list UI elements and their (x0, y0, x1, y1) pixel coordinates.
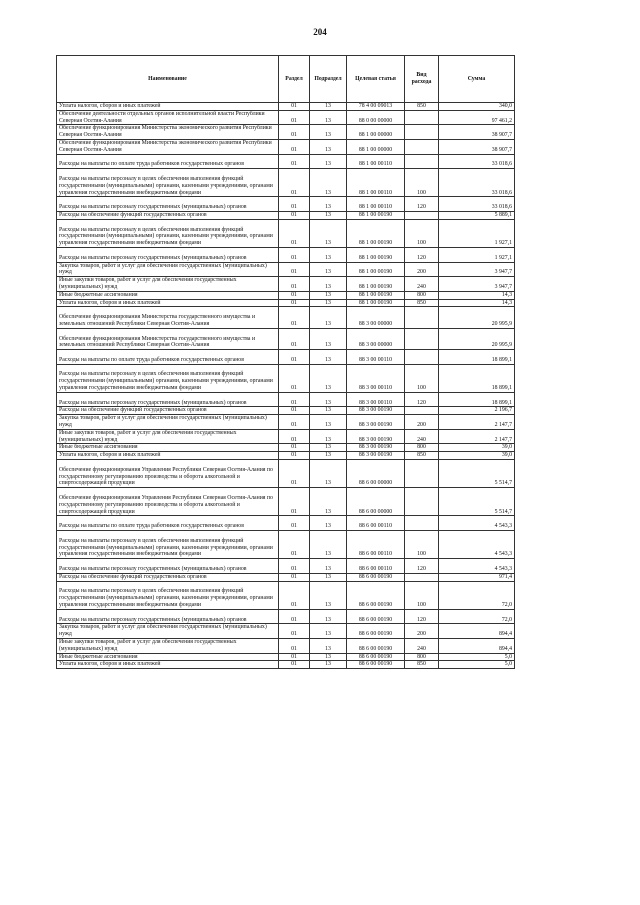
table-row (57, 429, 515, 444)
table-row (57, 103, 515, 111)
table-row (57, 211, 515, 219)
row-name: Расходы на выплаты персоналу в целях обеспечения выполнения функций государственными (муниципальными) органами, казенными учреждениями, органами управления государственными внебюджетными фондами (57, 364, 279, 392)
row-expense-type: 800 (405, 291, 439, 299)
row-target-article: 88 1 00 00190 (347, 262, 405, 277)
table-row (57, 653, 515, 661)
row-name: Расходы на выплаты персоналу в целях обеспечения выполнения функций государственными (муниципальными) органами, казенными учреждениями, органами управления государственными внебюджетными фондами (57, 219, 279, 247)
table-row (57, 581, 515, 609)
row-expense-type: 200 (405, 262, 439, 277)
table-row (57, 488, 515, 516)
row-target-article: 88 3 00 00190 (347, 452, 405, 460)
header-expense-type: Вид расхода (405, 56, 439, 103)
row-expense-type (405, 516, 439, 531)
row-target-article: 88 6 00 00000 (347, 488, 405, 516)
row-name: Расходы на выплаты персоналу государственных (муниципальных) органов (57, 247, 279, 262)
row-name: Расходы на обеспечение функций государственных органов (57, 407, 279, 415)
row-sum: 2 147,7 (439, 429, 515, 444)
row-sum: 72,0 (439, 581, 515, 609)
row-expense-type: 200 (405, 415, 439, 430)
row-sum: 894,4 (439, 638, 515, 653)
row-name: Обеспечение деятельности отдельных органов исполнительной власти Республики Северная Осетия-Алания (57, 110, 279, 125)
row-expense-type (405, 211, 439, 219)
row-expense-type: 120 (405, 197, 439, 212)
row-name: Расходы на выплаты по оплате труда работников государственных органов (57, 516, 279, 531)
budget-table (56, 55, 515, 669)
row-expense-type: 800 (405, 444, 439, 452)
row-razdel: 01 (279, 531, 310, 559)
row-target-article: 88 3 00 00190 (347, 407, 405, 415)
row-target-article: 88 1 00 00190 (347, 247, 405, 262)
row-target-article: 88 1 00 00190 (347, 299, 405, 307)
table-row (57, 169, 515, 197)
table-row (57, 573, 515, 581)
row-razdel: 01 (279, 247, 310, 262)
row-razdel: 01 (279, 573, 310, 581)
row-expense-type: 800 (405, 653, 439, 661)
row-target-article: 88 6 00 00190 (347, 638, 405, 653)
row-target-article: 88 0 00 00000 (347, 110, 405, 125)
header-podrazdel: Подраздел (310, 56, 347, 103)
table-row (57, 444, 515, 452)
row-target-article: 88 6 00 00190 (347, 661, 405, 669)
table-row (57, 350, 515, 365)
row-razdel: 01 (279, 154, 310, 169)
row-sum: 33 018,6 (439, 197, 515, 212)
row-target-article: 88 3 00 00000 (347, 307, 405, 328)
row-target-article: 88 1 00 00110 (347, 154, 405, 169)
row-expense-type: 240 (405, 429, 439, 444)
row-podrazdel: 13 (310, 262, 347, 277)
table-row (57, 609, 515, 624)
row-podrazdel: 13 (310, 154, 347, 169)
row-sum: 2 196,7 (439, 407, 515, 415)
table-row (57, 661, 515, 669)
row-expense-type (405, 125, 439, 140)
row-target-article: 88 1 00 00110 (347, 169, 405, 197)
table-row (57, 247, 515, 262)
row-target-article: 88 1 00 00190 (347, 211, 405, 219)
row-sum: 18 899,1 (439, 350, 515, 365)
header-sum: Сумма (439, 56, 515, 103)
row-name: Иные бюджетные ассигнования (57, 444, 279, 452)
row-name: Уплата налогов, сборов и иных платежей (57, 661, 279, 669)
row-podrazdel: 13 (310, 488, 347, 516)
row-target-article: 88 6 00 00110 (347, 516, 405, 531)
row-sum: 5,0 (439, 661, 515, 669)
row-razdel: 01 (279, 609, 310, 624)
table-row (57, 392, 515, 407)
row-target-article: 88 6 00 00190 (347, 653, 405, 661)
row-sum: 3 947,7 (439, 277, 515, 292)
row-podrazdel: 13 (310, 392, 347, 407)
row-name: Расходы на выплаты по оплате труда работников государственных органов (57, 350, 279, 365)
row-name: Уплата налогов, сборов и иных платежей (57, 452, 279, 460)
table-row (57, 624, 515, 639)
row-target-article: 78 4 00 09013 (347, 103, 405, 111)
table-row (57, 415, 515, 430)
row-sum: 33 018,6 (439, 169, 515, 197)
row-razdel: 01 (279, 103, 310, 111)
row-name: Обеспечение функционирования Управления Республики Северная Осетия-Алания по государственному регулированию производства и оборота алкогольной и спиртосодержащей продукции (57, 460, 279, 488)
row-podrazdel: 13 (310, 407, 347, 415)
row-target-article: 88 1 00 00190 (347, 219, 405, 247)
table-row (57, 262, 515, 277)
row-name: Уплата налогов, сборов и иных платежей (57, 299, 279, 307)
row-name: Обеспечение функционирования Министерства государственного имущества и земельных отношений Республики Северная Осетия-Алания (57, 307, 279, 328)
row-podrazdel: 13 (310, 291, 347, 299)
row-target-article: 88 1 00 00110 (347, 197, 405, 212)
row-razdel: 01 (279, 364, 310, 392)
row-target-article: 88 1 00 00000 (347, 139, 405, 154)
table-row (57, 291, 515, 299)
row-podrazdel: 13 (310, 452, 347, 460)
row-sum: 38 907,7 (439, 139, 515, 154)
row-expense-type (405, 350, 439, 365)
row-target-article: 88 6 00 00190 (347, 581, 405, 609)
row-expense-type (405, 460, 439, 488)
row-expense-type (405, 407, 439, 415)
row-razdel: 01 (279, 452, 310, 460)
table-row (57, 219, 515, 247)
row-target-article: 88 3 00 00110 (347, 392, 405, 407)
row-expense-type (405, 139, 439, 154)
table-row (57, 452, 515, 460)
row-sum: 39,0 (439, 452, 515, 460)
row-name: Расходы на выплаты персоналу государственных (муниципальных) органов (57, 559, 279, 574)
row-target-article: 88 1 00 00000 (347, 125, 405, 140)
row-sum: 72,0 (439, 609, 515, 624)
row-sum: 4 543,3 (439, 559, 515, 574)
row-expense-type: 240 (405, 277, 439, 292)
row-name: Иные бюджетные ассигнования (57, 653, 279, 661)
row-expense-type: 100 (405, 581, 439, 609)
row-razdel: 01 (279, 559, 310, 574)
row-razdel: 01 (279, 139, 310, 154)
row-sum: 18 899,1 (439, 364, 515, 392)
row-target-article: 88 3 00 00110 (347, 364, 405, 392)
row-expense-type: 120 (405, 609, 439, 624)
row-name: Обеспечение функционирования Министерства государственного имущества и земельных отношений Республики Северная Осетия-Алания (57, 328, 279, 349)
table-row (57, 638, 515, 653)
row-podrazdel: 13 (310, 197, 347, 212)
table-row (57, 364, 515, 392)
row-target-article: 88 3 00 00190 (347, 444, 405, 452)
row-podrazdel: 13 (310, 531, 347, 559)
row-razdel: 01 (279, 516, 310, 531)
row-name: Расходы на выплаты персоналу государственных (муниципальных) органов (57, 392, 279, 407)
row-target-article: 88 6 00 00190 (347, 624, 405, 639)
row-podrazdel: 13 (310, 364, 347, 392)
row-sum: 39,0 (439, 444, 515, 452)
row-razdel: 01 (279, 638, 310, 653)
row-expense-type: 100 (405, 531, 439, 559)
row-podrazdel: 13 (310, 103, 347, 111)
row-sum: 5 514,7 (439, 460, 515, 488)
row-target-article: 88 6 00 00190 (347, 609, 405, 624)
row-podrazdel: 13 (310, 110, 347, 125)
row-sum: 97 461,2 (439, 110, 515, 125)
row-podrazdel: 13 (310, 559, 347, 574)
row-expense-type (405, 328, 439, 349)
table-row (57, 307, 515, 328)
row-expense-type: 100 (405, 364, 439, 392)
row-podrazdel: 13 (310, 624, 347, 639)
row-razdel: 01 (279, 299, 310, 307)
row-target-article: 88 3 00 00190 (347, 429, 405, 444)
row-podrazdel: 13 (310, 125, 347, 140)
row-expense-type: 850 (405, 661, 439, 669)
row-sum: 5 514,7 (439, 488, 515, 516)
row-name: Закупка товаров, работ и услуг для обеспечения государственных (муниципальных) нужд (57, 624, 279, 639)
row-sum: 3 947,7 (439, 262, 515, 277)
row-razdel: 01 (279, 415, 310, 430)
row-sum: 18 899,1 (439, 392, 515, 407)
row-name: Расходы на выплаты персоналу государственных (муниципальных) органов (57, 609, 279, 624)
row-name: Обеспечение функционирования Министерства экономического развития Республики Северная Осетия-Алания (57, 139, 279, 154)
row-razdel: 01 (279, 661, 310, 669)
row-razdel: 01 (279, 460, 310, 488)
row-razdel: 01 (279, 125, 310, 140)
row-expense-type: 100 (405, 219, 439, 247)
row-podrazdel: 13 (310, 573, 347, 581)
row-podrazdel: 13 (310, 307, 347, 328)
row-name: Расходы на выплаты персоналу в целях обеспечения выполнения функций государственными (муниципальными) органами, казенными учреждениями, органами управления государственными внебюджетными фондами (57, 581, 279, 609)
row-razdel: 01 (279, 307, 310, 328)
table-row (57, 559, 515, 574)
row-name: Расходы на выплаты персоналу в целях обеспечения выполнения функций государственными (муниципальными) органами, казенными учреждениями, органами управления государственными внебюджетными фондами (57, 531, 279, 559)
row-target-article: 88 1 00 00190 (347, 291, 405, 299)
row-name: Закупка товаров, работ и услуг для обеспечения государственных (муниципальных) нужд (57, 415, 279, 430)
table-row (57, 516, 515, 531)
row-podrazdel: 13 (310, 460, 347, 488)
row-razdel: 01 (279, 328, 310, 349)
row-name: Иные закупки товаров, работ и услуг для обеспечения государственных (муниципальных) нужд (57, 638, 279, 653)
row-sum: 4 543,3 (439, 516, 515, 531)
row-name: Расходы на обеспечение функций государственных органов (57, 573, 279, 581)
row-expense-type: 850 (405, 452, 439, 460)
row-podrazdel: 13 (310, 415, 347, 430)
row-target-article: 88 6 00 00110 (347, 531, 405, 559)
row-sum: 20 995,9 (439, 307, 515, 328)
table-row (57, 407, 515, 415)
header-name: Наименование (57, 56, 279, 103)
row-expense-type: 120 (405, 247, 439, 262)
row-sum: 1 927,1 (439, 247, 515, 262)
row-target-article: 88 1 00 00190 (347, 277, 405, 292)
row-razdel: 01 (279, 392, 310, 407)
row-name: Расходы на выплаты по оплате труда работников государственных органов (57, 154, 279, 169)
row-sum: 2 147,7 (439, 415, 515, 430)
page-number: 204 (313, 27, 327, 37)
row-razdel: 01 (279, 653, 310, 661)
row-expense-type: 240 (405, 638, 439, 653)
row-podrazdel: 13 (310, 638, 347, 653)
row-expense-type: 850 (405, 103, 439, 111)
table-row (57, 154, 515, 169)
row-sum: 5,0 (439, 653, 515, 661)
row-sum: 971,4 (439, 573, 515, 581)
row-razdel: 01 (279, 211, 310, 219)
row-target-article: 88 6 00 00190 (347, 573, 405, 581)
row-sum: 14,3 (439, 291, 515, 299)
row-razdel: 01 (279, 429, 310, 444)
row-razdel: 01 (279, 262, 310, 277)
row-name: Обеспечение функционирования Министерства экономического развития Республики Северная Осетия-Алания (57, 125, 279, 140)
table-row (57, 139, 515, 154)
row-target-article: 88 6 00 00110 (347, 559, 405, 574)
row-expense-type (405, 488, 439, 516)
table-row (57, 531, 515, 559)
row-razdel: 01 (279, 219, 310, 247)
row-podrazdel: 13 (310, 350, 347, 365)
row-podrazdel: 13 (310, 299, 347, 307)
row-razdel: 01 (279, 407, 310, 415)
row-razdel: 01 (279, 110, 310, 125)
table-row (57, 299, 515, 307)
row-target-article: 88 3 00 00190 (347, 415, 405, 430)
row-name: Закупка товаров, работ и услуг для обеспечения государственных (муниципальных) нужд (57, 262, 279, 277)
row-podrazdel: 13 (310, 247, 347, 262)
row-sum: 4 543,3 (439, 531, 515, 559)
row-podrazdel: 13 (310, 609, 347, 624)
row-expense-type: 100 (405, 169, 439, 197)
row-sum: 33 018,6 (439, 154, 515, 169)
row-podrazdel: 13 (310, 661, 347, 669)
row-podrazdel: 13 (310, 277, 347, 292)
row-podrazdel: 13 (310, 139, 347, 154)
row-sum: 1 927,1 (439, 219, 515, 247)
row-razdel: 01 (279, 169, 310, 197)
row-target-article: 88 6 00 00000 (347, 460, 405, 488)
table-row (57, 277, 515, 292)
table-body (57, 103, 515, 669)
row-razdel: 01 (279, 444, 310, 452)
table-row (57, 328, 515, 349)
row-expense-type: 200 (405, 624, 439, 639)
row-podrazdel: 13 (310, 444, 347, 452)
row-razdel: 01 (279, 197, 310, 212)
row-podrazdel: 13 (310, 429, 347, 444)
row-sum: 14,3 (439, 299, 515, 307)
row-name: Обеспечение функционирования Управления Республики Северная Осетия-Алания по государственному регулированию производства и оборота алкогольной и спиртосодержащей продукции (57, 488, 279, 516)
header-razdel: Раздел (279, 56, 310, 103)
row-expense-type (405, 110, 439, 125)
row-razdel: 01 (279, 581, 310, 609)
table-header-row (57, 56, 515, 103)
row-razdel: 01 (279, 277, 310, 292)
row-name: Расходы на выплаты персоналу в целях обеспечения выполнения функций государственными (муниципальными) органами, казенными учреждениями, органами управления государственными внебюджетными фондами (57, 169, 279, 197)
table-row (57, 125, 515, 140)
row-razdel: 01 (279, 624, 310, 639)
row-sum: 340,0 (439, 103, 515, 111)
row-expense-type (405, 573, 439, 581)
row-name: Иные закупки товаров, работ и услуг для обеспечения государственных (муниципальных) нужд (57, 429, 279, 444)
row-expense-type (405, 307, 439, 328)
row-target-article: 88 3 00 00000 (347, 328, 405, 349)
row-sum: 20 995,9 (439, 328, 515, 349)
table-row (57, 460, 515, 488)
row-name: Иные закупки товаров, работ и услуг для обеспечения государственных (муниципальных) нужд (57, 277, 279, 292)
row-podrazdel: 13 (310, 169, 347, 197)
row-podrazdel: 13 (310, 328, 347, 349)
row-podrazdel: 13 (310, 219, 347, 247)
row-target-article: 88 3 00 00110 (347, 350, 405, 365)
row-expense-type: 850 (405, 299, 439, 307)
row-sum: 5 889,1 (439, 211, 515, 219)
row-sum: 894,4 (439, 624, 515, 639)
row-razdel: 01 (279, 350, 310, 365)
table-row (57, 110, 515, 125)
row-razdel: 01 (279, 488, 310, 516)
row-podrazdel: 13 (310, 516, 347, 531)
row-expense-type: 120 (405, 392, 439, 407)
row-razdel: 01 (279, 291, 310, 299)
row-name: Расходы на выплаты персоналу государственных (муниципальных) органов (57, 197, 279, 212)
row-sum: 38 907,7 (439, 125, 515, 140)
row-expense-type (405, 154, 439, 169)
header-target-article: Целевая статья (347, 56, 405, 103)
row-expense-type: 120 (405, 559, 439, 574)
row-name: Иные бюджетные ассигнования (57, 291, 279, 299)
row-podrazdel: 13 (310, 211, 347, 219)
row-podrazdel: 13 (310, 653, 347, 661)
row-name: Уплата налогов, сборов и иных платежей (57, 103, 279, 111)
table-row (57, 197, 515, 212)
row-name: Расходы на обеспечение функций государственных органов (57, 211, 279, 219)
row-podrazdel: 13 (310, 581, 347, 609)
